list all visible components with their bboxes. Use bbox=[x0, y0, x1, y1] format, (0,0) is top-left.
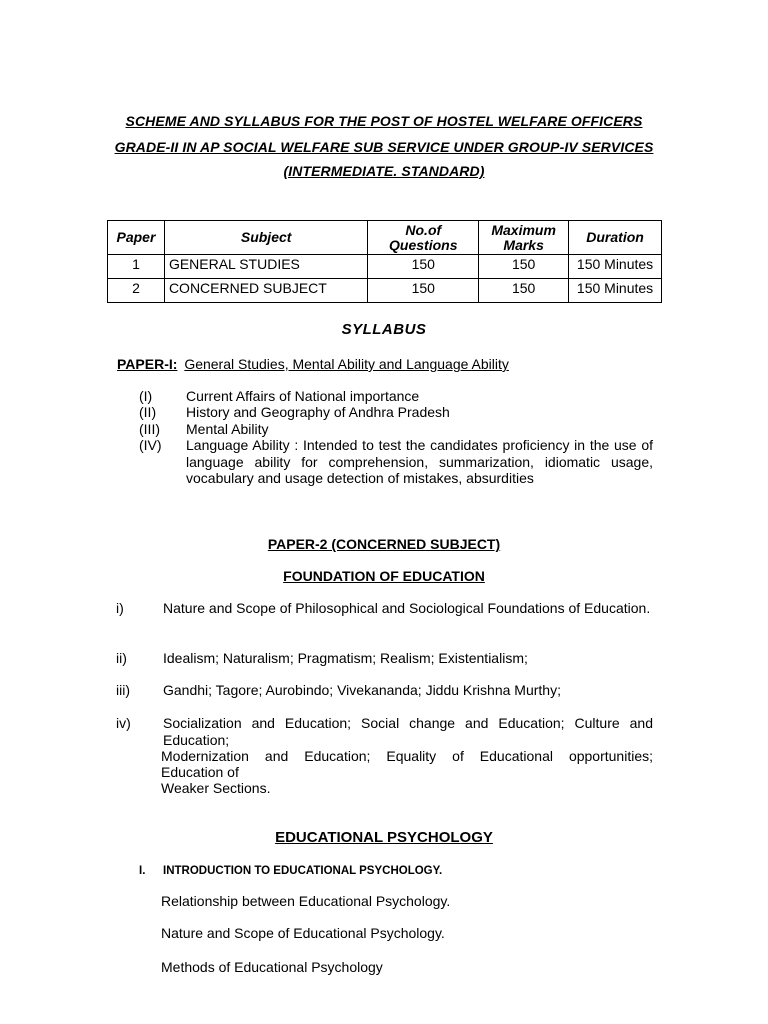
header-questions-line1: No.of bbox=[405, 221, 442, 238]
cell-marks: 150 bbox=[479, 255, 569, 279]
paper1-item-text-2: History and Geography of Andhra Pradesh bbox=[186, 404, 450, 420]
paper2-item-text-3: Gandhi; Tagore; Aurobindo; Vivekananda; Jiddu Krishna Murthy; bbox=[163, 682, 561, 698]
paper2-heading-text: PAPER-2 (CONCERNED SUBJECT) bbox=[267, 536, 501, 552]
header-questions bbox=[368, 221, 479, 255]
header-marks-line1: Maximum bbox=[491, 221, 556, 238]
paper1-item-text-3: Mental Ability bbox=[186, 421, 269, 437]
paper2-item-text-4-line3: Education of bbox=[161, 764, 239, 780]
foundation-heading: FOUNDATION OF EDUCATION bbox=[283, 568, 485, 584]
ed-psych-line-1: Relationship between Educational Psychology. bbox=[161, 893, 451, 909]
cell-subject: GENERAL STUDIES bbox=[164, 255, 367, 279]
paper2-item-text-2: Idealism; Naturalism; Pragmatism; Realism; Existentialism; bbox=[163, 650, 528, 666]
ed-psych-sub-title: INTRODUCTION TO EDUCATIONAL PSYCHOLOGY. bbox=[163, 865, 443, 877]
ed-psych-sub-num: I. bbox=[139, 865, 146, 877]
paper2-item-num-4: iv) bbox=[116, 715, 131, 731]
paper2-item-num-1: i) bbox=[116, 600, 124, 616]
paper2-item-text-4: Socialization and Education; Social change and Education; Culture and Education; bbox=[163, 715, 653, 748]
paper2-item-num-2: ii) bbox=[116, 650, 127, 666]
paper1-item-text-1: Current Affairs of National importance bbox=[186, 388, 420, 404]
ed-psych-line-2: Nature and Scope of Educational Psychology. bbox=[161, 925, 445, 941]
paper2-item-text-4-line2: Modernization and Education; Equality of Educational opportunities; bbox=[161, 748, 653, 764]
title-line-3: (INTERMEDIATE. STANDARD) bbox=[283, 163, 485, 179]
cell-questions: 150 bbox=[368, 255, 479, 279]
scheme-table bbox=[107, 220, 662, 303]
paper1-item-num-2: (II) bbox=[139, 404, 157, 420]
paper2-item-text-1: Nature and Scope of Philosophical and Sociological Foundations of Education. bbox=[163, 600, 651, 616]
cell-questions: 150 bbox=[368, 279, 479, 303]
header-marks bbox=[479, 221, 569, 255]
header-paper: Paper bbox=[108, 221, 165, 255]
ed-psych-heading: EDUCATIONAL PSYCHOLOGY bbox=[275, 829, 493, 846]
cell-subject: CONCERNED SUBJECT bbox=[164, 279, 367, 303]
paper2-heading bbox=[0, 536, 768, 552]
cell-paper: 2 bbox=[108, 279, 165, 303]
paper1-item-num-1: (I) bbox=[139, 388, 153, 404]
header-questions-line2: Questions bbox=[389, 236, 458, 253]
paper1-item-num-4: (IV) bbox=[139, 437, 162, 453]
paper2-item-text-4-line4: Weaker Sections. bbox=[161, 780, 271, 796]
title-line-1: SCHEME AND SYLLABUS FOR THE POST OF HOSTEL WELFARE OFFICERS bbox=[125, 113, 643, 129]
cell-paper: 1 bbox=[108, 255, 165, 279]
paper1-heading bbox=[117, 356, 509, 372]
cell-marks: 150 bbox=[479, 279, 569, 303]
table-header-row bbox=[108, 221, 662, 255]
paper1-title: General Studies, Mental Ability and Language Ability bbox=[184, 356, 509, 372]
ed-psych-line-3: Methods of Educational Psychology bbox=[161, 959, 383, 975]
syllabus-heading: SYLLABUS bbox=[341, 321, 427, 338]
paper1-item-text-4: Language Ability : Intended to test the candidates proficiency in the use of language ability for comprehension, summarization, idiomatic usage, vocabulary and usage detection of mistakes, absurdities bbox=[186, 437, 653, 486]
header-marks-line2: Marks bbox=[503, 236, 544, 253]
paper1-item-num-3: (III) bbox=[139, 421, 160, 437]
paper1-label: PAPER-I: bbox=[117, 356, 178, 372]
header-duration: Duration bbox=[569, 221, 662, 255]
paper2-item-num-3: iii) bbox=[116, 682, 130, 698]
table-row bbox=[108, 279, 662, 303]
table-row bbox=[108, 255, 662, 279]
cell-duration: 150 Minutes bbox=[569, 255, 662, 279]
title-line-2: GRADE-II IN AP SOCIAL WELFARE SUB SERVICE UNDER GROUP-IV SERVICES bbox=[114, 139, 654, 155]
cell-duration: 150 Minutes bbox=[569, 279, 662, 303]
header-subject: Subject bbox=[164, 221, 367, 255]
